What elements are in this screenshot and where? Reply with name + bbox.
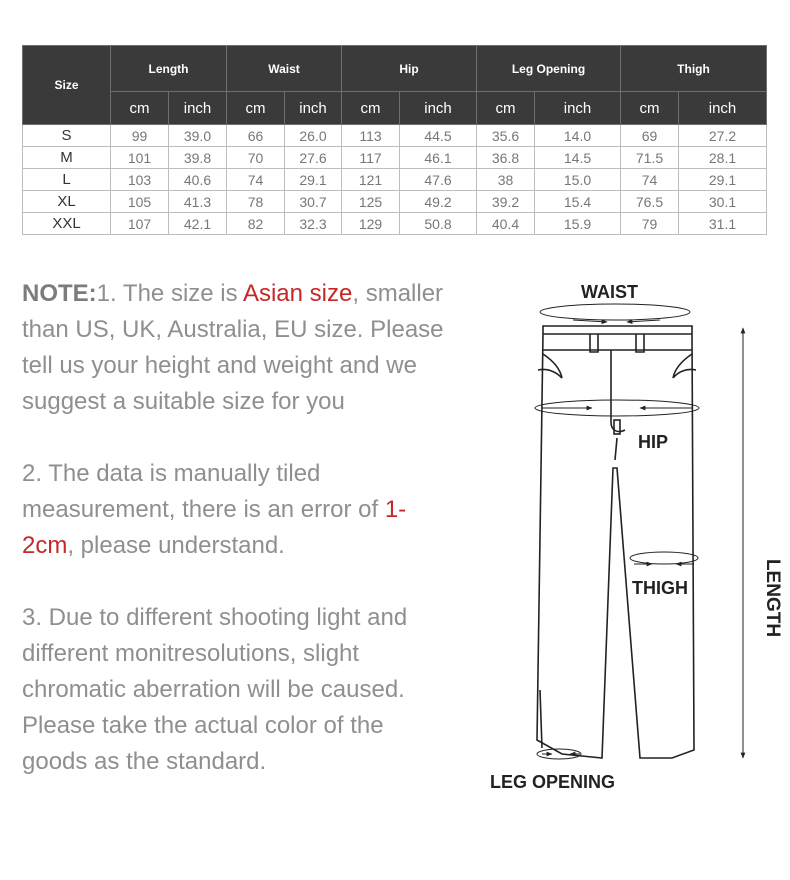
unit-header-inch: inch — [169, 92, 227, 125]
measurement-cell: 36.8 — [477, 147, 535, 169]
measurement-cell: 121 — [342, 169, 400, 191]
measurement-cell: 39.2 — [477, 191, 535, 213]
note-2-highlight: 1-2cm — [22, 496, 407, 559]
unit-header-cm: cm — [227, 92, 285, 125]
measurement-cell: 26.0 — [285, 125, 342, 147]
length-label: LENGTH — [762, 558, 783, 638]
measurement-cell: 66 — [227, 125, 285, 147]
measurement-cell: 74 — [621, 169, 679, 191]
group-header-thigh: Thigh — [621, 46, 767, 92]
table-body — [23, 125, 767, 235]
measurement-cell: 99 — [111, 125, 169, 147]
unit-header-cm: cm — [342, 92, 400, 125]
table-row — [23, 213, 767, 235]
note-label: NOTE: — [22, 280, 97, 307]
measurement-cell: 125 — [342, 191, 400, 213]
measurement-cell: 35.6 — [477, 125, 535, 147]
table-row — [23, 125, 767, 147]
note-1-text-a: 1. The size is — [96, 280, 243, 307]
size-cell: XL — [23, 191, 111, 213]
size-cell: XXL — [23, 213, 111, 235]
measurement-cell: 101 — [111, 147, 169, 169]
measurement-cell: 31.1 — [679, 213, 767, 235]
table-row — [23, 169, 767, 191]
leg-opening-label: LEG OPENING — [490, 772, 616, 792]
pants-outline — [537, 326, 696, 758]
measurement-cell: 47.6 — [400, 169, 477, 191]
measurement-cell: 40.4 — [477, 213, 535, 235]
measurement-cell: 76.5 — [621, 191, 679, 213]
measurement-cell: 129 — [342, 213, 400, 235]
measurement-cell: 28.1 — [679, 147, 767, 169]
measurement-cell: 30.7 — [285, 191, 342, 213]
measurement-guides — [535, 304, 743, 759]
size-column-header: Size — [23, 46, 111, 125]
measurement-cell: 15.9 — [535, 213, 621, 235]
measurement-cell: 71.5 — [621, 147, 679, 169]
measurement-cell: 46.1 — [400, 147, 477, 169]
measurement-cell: 107 — [111, 213, 169, 235]
measurement-cell: 49.2 — [400, 191, 477, 213]
measurement-cell: 27.6 — [285, 147, 342, 169]
thigh-label: THIGH — [632, 578, 688, 598]
note-3: 3. Due to different shooting light and different monitresolutions, slight chromatic aberration will be caused. Please take the actual color of the goods as the standard. — [22, 604, 408, 775]
table-row — [23, 147, 767, 169]
measurement-cell: 30.1 — [679, 191, 767, 213]
group-header-hip: Hip — [342, 46, 477, 92]
unit-header-inch: inch — [285, 92, 342, 125]
measurement-cell: 39.8 — [169, 147, 227, 169]
group-header-length: Length — [111, 46, 227, 92]
measurement-cell: 105 — [111, 191, 169, 213]
unit-header-cm: cm — [621, 92, 679, 125]
measurement-cell: 69 — [621, 125, 679, 147]
table-unit-header-row — [23, 92, 767, 125]
measurement-cell: 117 — [342, 147, 400, 169]
size-cell: M — [23, 147, 111, 169]
measurement-cell: 42.1 — [169, 213, 227, 235]
measurement-cell: 14.5 — [535, 147, 621, 169]
measurement-cell: 103 — [111, 169, 169, 191]
measurement-cell: 50.8 — [400, 213, 477, 235]
hip-label: HIP — [638, 432, 669, 452]
group-header-waist: Waist — [227, 46, 342, 92]
table-group-header-row — [23, 46, 767, 92]
note-2-text-a: 2. The data is manually tiled measurement, there is an error of — [22, 460, 385, 523]
unit-header-inch: inch — [535, 92, 621, 125]
measurement-cell: 38 — [477, 169, 535, 191]
measurement-cell: 39.0 — [169, 125, 227, 147]
notes-block — [22, 276, 452, 816]
measurement-cell: 70 — [227, 147, 285, 169]
note-2-text-b: , please understand. — [67, 532, 285, 559]
unit-header-cm: cm — [111, 92, 169, 125]
measurement-cell: 79 — [621, 213, 679, 235]
note-1-highlight: Asian size — [242, 280, 353, 307]
measurement-cell: 29.1 — [285, 169, 342, 191]
measurement-cell: 14.0 — [535, 125, 621, 147]
unit-header-inch: inch — [679, 92, 767, 125]
measurement-cell: 74 — [227, 169, 285, 191]
note-2 — [22, 456, 452, 564]
pants-diagram — [480, 270, 783, 810]
measurement-cell: 15.0 — [535, 169, 621, 191]
group-header-leg-opening: Leg Opening — [477, 46, 621, 92]
measurement-cell: 78 — [227, 191, 285, 213]
unit-header-cm: cm — [477, 92, 535, 125]
measurement-cell: 15.4 — [535, 191, 621, 213]
measurement-cell: 27.2 — [679, 125, 767, 147]
size-table — [22, 45, 767, 235]
size-cell: L — [23, 169, 111, 191]
measurement-cell: 82 — [227, 213, 285, 235]
measurement-cell: 44.5 — [400, 125, 477, 147]
measurement-cell: 41.3 — [169, 191, 227, 213]
measurement-cell: 40.6 — [169, 169, 227, 191]
measurement-cell: 113 — [342, 125, 400, 147]
measurement-cell: 29.1 — [679, 169, 767, 191]
table-row — [23, 191, 767, 213]
note-1 — [22, 276, 452, 420]
waist-label: WAIST — [581, 282, 638, 302]
size-cell: S — [23, 125, 111, 147]
note-1-text-b: , smaller than US, UK, Australia, EU size. Please tell us your height and weight and we suggest a suitable size for you — [22, 280, 444, 415]
measurement-cell: 32.3 — [285, 213, 342, 235]
unit-header-inch: inch — [400, 92, 477, 125]
